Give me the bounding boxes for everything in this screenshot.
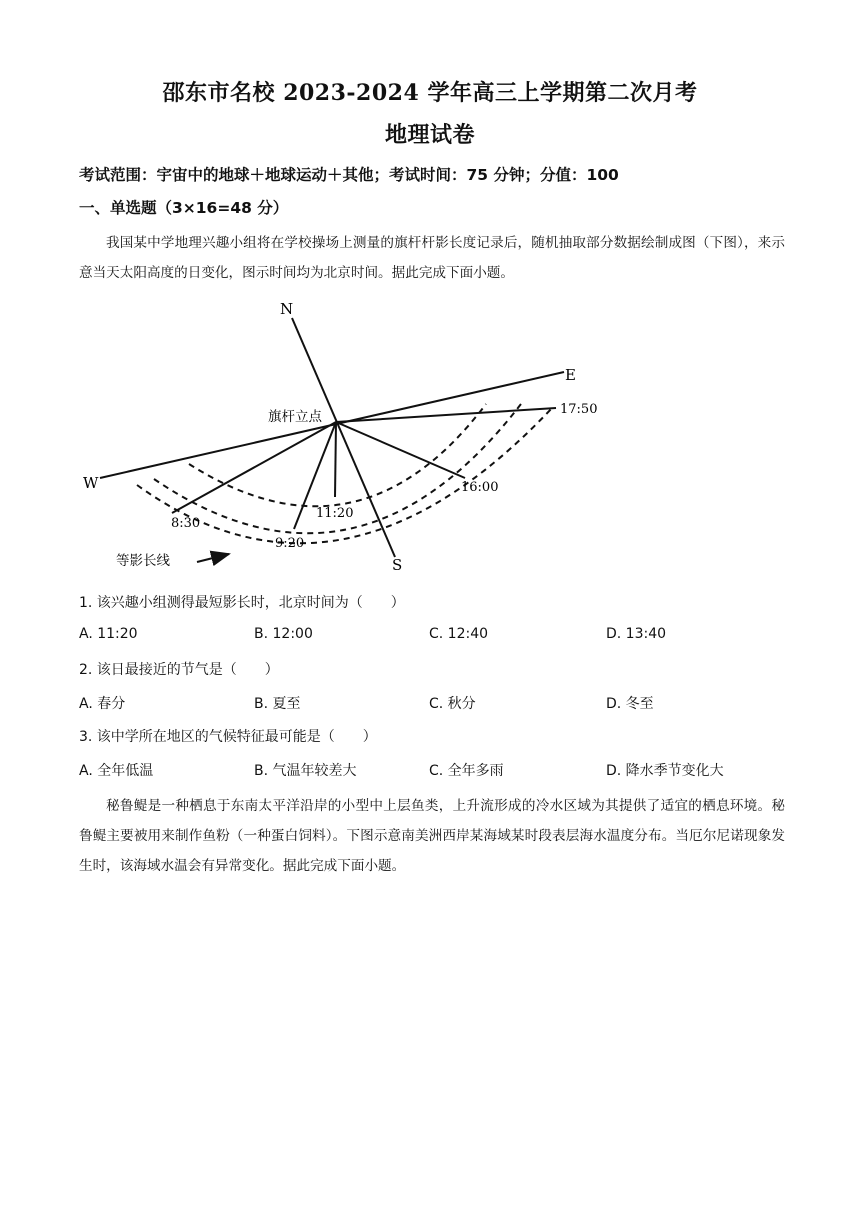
question-3-options [79,760,779,782]
label-1600: 16:00 [461,480,499,495]
contour-pointer-arrow [197,554,229,562]
section-heading: 一、单选题（3×16=48 分） [79,199,289,217]
q3-option-b: B. 气温年较差大 [254,763,357,779]
contour-arc-inner [189,404,486,506]
question-2-options [79,693,779,715]
question-1-options [79,626,779,648]
label-flagpole: 旗杆立点 [268,409,322,425]
exam-meta: 考试范围：宇宙中的地球＋地球运动＋其他；考试时间：75 分钟；分值：100 [79,166,619,184]
shadow-830 [172,422,336,513]
label-920: 9:20 [275,536,305,551]
q1-option-d: D. 13:40 [606,626,667,642]
shadow-diagram [79,292,639,578]
q2-option-c: C. 秋分 [429,696,476,712]
q1-option-b: B. 12:00 [254,626,313,642]
q1-option-c: C. 12:40 [429,626,489,642]
q3-option-c: C. 全年多雨 [429,763,504,779]
q2-option-a: A. 春分 [79,696,126,712]
label-830: 8:30 [171,516,201,531]
label-contour: 等影长线 [116,553,170,569]
question-1-stem: 1. 该兴趣小组测得最短影长时，北京时间为（ ） [79,595,405,611]
label-north: N [280,300,294,318]
shadow-1750 [336,408,556,422]
intro-paragraph: 我国某中学地理兴趣小组将在学校操场上测量的旗杆杆影长度记录后，随机抽取部分数据绘制成图（下图），来示意当天太阳高度的日变化，图示时间均为北京时间。据此完成下面小题。 [79,235,785,281]
q2-option-d: D. 冬至 [606,696,654,712]
intro-paragraph-2: 秘鲁鳀是一种栖息于东南太平洋沿岸的小型中上层鱼类，上升流形成的冷水区域为其提供了适宜的栖息环境。秘鲁鳀主要被用来制作鱼粉（一种蛋白饲料）。下图示意南美洲西岸某海域某时段表层海水温度分布。当厄尔尼诺现象发生时，该海域水温会有异常变化。据此完成下面小题。 [79,798,785,874]
label-south: S [392,556,403,574]
exam-title: 邵东市名校 2023-2024 学年高三上学期第二次月考 [162,80,698,106]
label-1750: 17:50 [560,402,598,417]
label-1120: 11:20 [316,506,354,521]
q1-option-a: A. 11:20 [79,626,138,642]
question-3-stem: 3. 该中学所在地区的气候特征最可能是（ ） [79,729,377,745]
label-west: W [83,474,99,492]
label-east: E [565,366,576,384]
q3-option-d: D. 降水季节变化大 [606,763,724,779]
question-2-stem: 2. 该日最接近的节气是（ ） [79,662,279,678]
exam-subtitle: 地理试卷 [384,122,475,148]
shadow-1120 [335,422,336,497]
q3-option-a: A. 全年低温 [79,763,154,779]
q2-option-b: B. 夏至 [254,696,301,712]
